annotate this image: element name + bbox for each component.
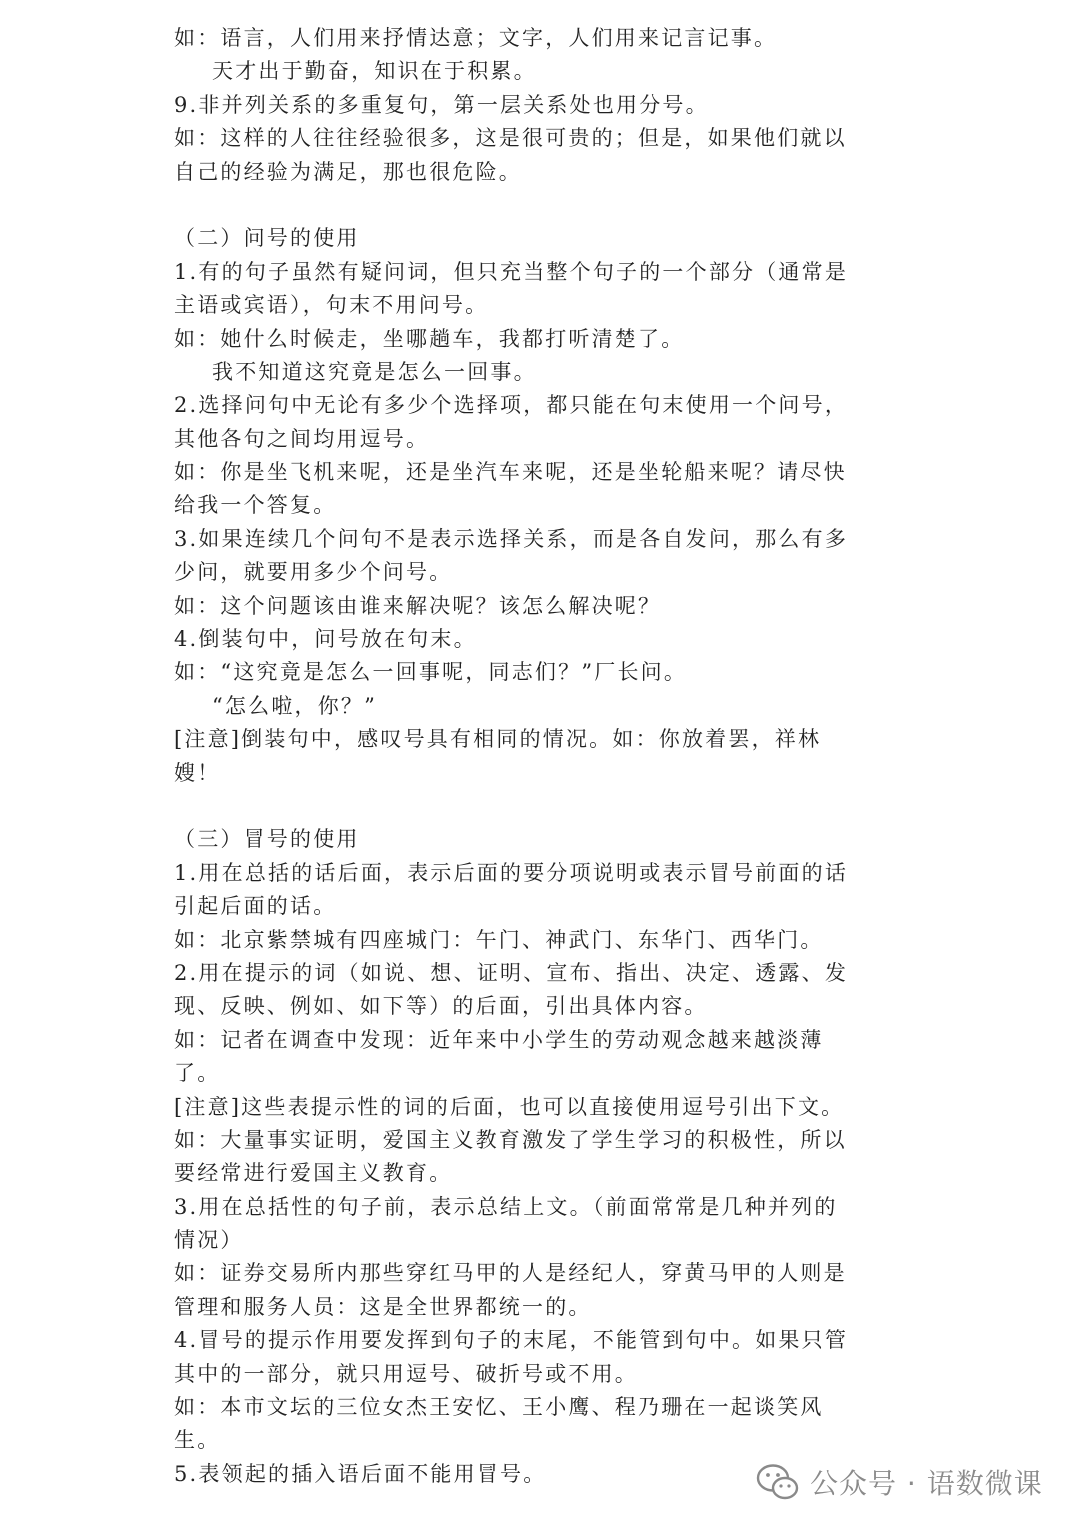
text-line: 如：她什么时候走，坐哪趟车，我都打听清楚了。	[174, 326, 685, 351]
text-line: 2.用在提示的词（如说、想、证明、宣布、指出、决定、透露、发	[174, 960, 849, 985]
text-line: 3.用在总括性的句子前，表示总结上文。（前面常常是几种并列的	[174, 1194, 838, 1219]
text-line: 如：这样的人往往经验很多，这是很可贵的；但是，如果他们就以	[174, 126, 847, 151]
text-line: 了。	[174, 1061, 221, 1086]
text-line: 5.表领起的插入语后面不能用冒号。	[174, 1461, 547, 1486]
text-line: 2.选择问句中无论有多少个选择项，都只能在句末使用一个问号，	[174, 393, 849, 418]
text-line: 如：证券交易所内那些穿红马甲的人是经纪人，穿黄马甲的人则是	[174, 1261, 847, 1286]
text-line: 给我一个答复。	[174, 493, 337, 518]
text-line: 要经常进行爱国主义教育。	[174, 1161, 453, 1186]
document-body	[174, 22, 894, 1491]
text-line: 如：大量事实证明，爱国主义教育激发了学生学习的积极性，所以	[174, 1127, 847, 1152]
text-line: 9.非并列关系的多重复句，第一层关系处也用分号。	[174, 92, 709, 117]
text-line: 如：北京紫禁城有四座城门：午门、神武门、东华门、西华门。	[174, 927, 824, 952]
text-line: [注意]这些表提示性的词的后面，也可以直接使用逗号引出下文。	[174, 1094, 845, 1119]
text-line: 1.用在总括的话后面，表示后面的要分项说明或表示冒号前面的话	[174, 860, 849, 885]
text-line: 如：本市文坛的三位女杰王安忆、王小鹰、程乃珊在一起谈笑风	[174, 1395, 824, 1420]
text-line: 如：“这究竟是怎么一回事呢，同志们？”厂长问。	[174, 660, 688, 685]
text-line: 我不知道这究竟是怎么一回事。	[212, 359, 537, 384]
text-line: 如：语言，人们用来抒情达意；文字，人们用来记言记事。	[174, 26, 778, 50]
text-line: （三）冒号的使用	[174, 827, 360, 852]
text-line: 主语或宾语），句末不用问号。	[174, 293, 489, 318]
text-line: 引起后面的话。	[174, 894, 337, 919]
watermark-text: 公众号 · 语数微课	[810, 1467, 1043, 1500]
blank-line	[174, 790, 894, 823]
text-line: 4.冒号的提示作用要发挥到句子的末尾，不能管到句中。如果只管	[174, 1328, 849, 1353]
watermark	[756, 1462, 1043, 1502]
text-line: 自己的经验为满足，那也很危险。	[174, 159, 522, 184]
text-line: 现、反映、例如、如下等）的后面，引出具体内容。	[174, 994, 708, 1019]
text-line: 管理和服务人员：这是全世界都统一的。	[174, 1294, 592, 1319]
text-line: 如：你是坐飞机来呢，还是坐汽车来呢，还是坐轮船来呢？请尽快	[174, 460, 847, 485]
text-line: 其他各句之间均用逗号。	[174, 426, 430, 451]
text-line: 生。	[174, 1428, 221, 1453]
text-line: 情况）	[174, 1228, 244, 1253]
text-line: “怎么啦，你？”	[212, 693, 378, 718]
text-line: 4.倒装句中，问号放在句末。	[174, 627, 477, 652]
text-line: 1.有的句子虽然有疑问词，但只充当整个句子的一个部分（通常是	[174, 259, 849, 284]
text-line: 其中的一部分，就只用逗号、破折号或不用。	[174, 1361, 638, 1386]
text-line: 如：记者在调查中发现：近年来中小学生的劳动观念越来越淡薄	[174, 1027, 824, 1052]
blank-line	[174, 189, 894, 222]
text-line: （二）问号的使用	[174, 226, 360, 251]
text-line: 天才出于勤奋，知识在于积累。	[212, 59, 537, 84]
text-line: 嫂！	[174, 760, 221, 785]
text-line: [注意]倒装句中，感叹号具有相同的情况。如：你放着罢，祥林	[174, 727, 822, 752]
wechat-icon	[756, 1462, 800, 1502]
text-line: 少问，就要用多少个问号。	[174, 560, 453, 585]
text-line: 如：这个问题该由谁来解决呢？该怎么解决呢？	[174, 593, 662, 618]
text-line: 3.如果连续几个问句不是表示选择关系，而是各自发问，那么有多	[174, 526, 849, 551]
